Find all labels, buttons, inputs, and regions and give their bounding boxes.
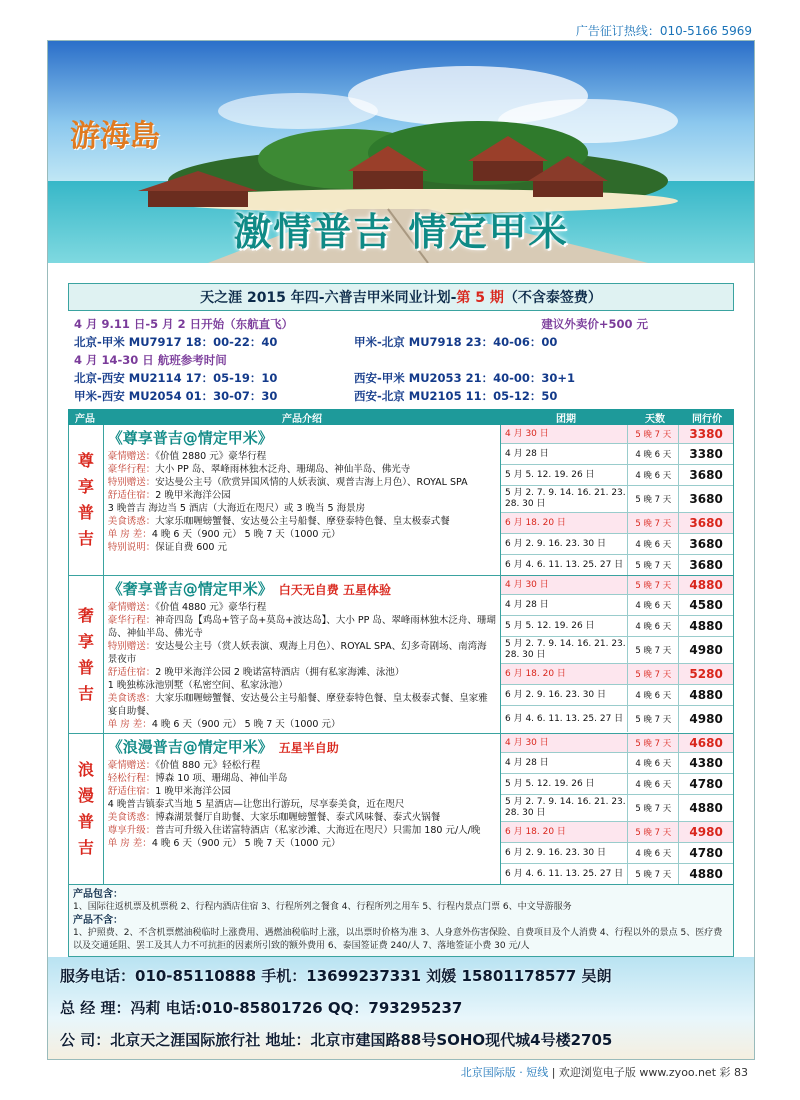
- intro-line: 单 房 差：4 晚 6 天（900 元） 5 晚 7 天（1000 元）: [107, 838, 341, 849]
- schedule-grid: [501, 425, 733, 575]
- intro-line: 特别赠送：安达曼公主号（欣赏异国风情的人妖表演、观普吉海上月色）、ROYAL SPA: [107, 477, 468, 488]
- table-row: [501, 595, 733, 616]
- intro-line: 豪情赠送：《价值 880 元》轻松行程: [107, 760, 261, 771]
- departure-date: 5 月 5. 12. 19. 26 日: [501, 774, 628, 794]
- product-name: 浪 漫 普 吉: [69, 734, 104, 884]
- departure-date: 5 月 2. 7. 9. 14. 16. 21. 23. 28. 30 日: [501, 486, 628, 512]
- ad-hotline: 广告征订热线：010-5166 5969: [575, 24, 752, 38]
- table-row: [501, 822, 733, 843]
- product-section: [68, 425, 734, 576]
- table-row: [501, 795, 733, 822]
- slogan: 激情普吉 情定甲米: [233, 210, 569, 254]
- duration: 5 晚 7 天: [628, 795, 679, 821]
- intro-line: 舒适住宿：2 晚甲米海洋公园: [107, 490, 231, 501]
- departure-date: 5 月 2. 7. 9. 14. 16. 21. 23. 28. 30 日: [501, 795, 628, 821]
- price: 3680: [689, 516, 723, 530]
- product-intro: [104, 425, 501, 575]
- duration: 5 晚 7 天: [628, 555, 679, 575]
- table-header: 产品 产品介绍 团期 天数 同行价: [68, 409, 734, 425]
- table-row: [501, 753, 733, 774]
- duration: 4 晚 6 天: [628, 774, 679, 794]
- price: 4580: [689, 598, 723, 612]
- table-row: [501, 774, 733, 795]
- table-row: [501, 637, 733, 664]
- schedule-grid: [501, 576, 733, 733]
- table-row: [501, 706, 733, 732]
- intro-line: 美食诱惑：博森湖景餐厅自助餐、大家乐咖喱螃蟹餐、泰式风味餐、泰式火锅餐: [107, 812, 441, 823]
- departure-date: 6 月 2. 9. 16. 23. 30 日: [501, 534, 628, 554]
- contact-phone: 服务电话：010-85110888 手机：13699237331 刘媛 15801178577 吴朗: [60, 967, 612, 985]
- duration: 4 晚 6 天: [628, 616, 679, 636]
- flight-info: 4 月 9.11 日-5 月 2 日开始（东航直飞） 建议外卖价+500 元 北京-甲米 MU7917 18：00-22：40 甲米-北京 MU7918 23：40-06：00 4 月 14-30 日 航班参考时间 北京-西安 MU2114 17：05-19：10 西安-甲米 MU2053 21：40-00：30+1 甲米-西安 MU2054 01：30-07：30 西安-北京 MU2105 11：05-12：50: [74, 317, 648, 403]
- duration: 4 晚 6 天: [628, 685, 679, 705]
- page-footer: 北京国际版 · 短线 | 欢迎浏览电子版 www.zyoo.net 彩 83: [460, 1066, 748, 1079]
- product-section: [68, 576, 734, 734]
- departure-date: 6 月 18. 20 日: [501, 822, 628, 842]
- departure-date: 6 月 4. 6. 11. 13. 25. 27 日: [501, 864, 628, 884]
- price: 5280: [689, 667, 723, 681]
- intro-line: 豪华行程：神奇四岛【鸡岛+管子岛+莫岛+波达岛】、大小 PP 岛、翠峰雨林独木泛舟、珊瑚岛、神仙半岛、佛光寺: [107, 615, 496, 639]
- duration: 5 晚 7 天: [628, 576, 679, 594]
- departure-date: 4 月 30 日: [501, 425, 628, 443]
- intro-line: 豪情赠送：《价值 2880 元》豪华行程: [107, 451, 267, 462]
- intro-line: 4 晚普吉镇泰式当地 5 星酒店—让您出行游玩，尽享泰美食，近在咫尺: [107, 799, 405, 810]
- price: 4680: [689, 736, 723, 750]
- departure-date: 6 月 2. 9. 16. 23. 30 日: [501, 685, 628, 705]
- departure-date: 4 月 28 日: [501, 595, 628, 615]
- duration: 4 晚 6 天: [628, 753, 679, 773]
- duration: 4 晚 6 天: [628, 534, 679, 554]
- duration: 5 晚 7 天: [628, 664, 679, 684]
- hero-banner: [48, 41, 754, 263]
- table-row: [501, 465, 733, 486]
- issue-number: 第 5 期: [456, 290, 504, 306]
- contact-footer: [48, 957, 754, 1059]
- intro-line: 特别说明：保证自费 600 元: [107, 542, 227, 553]
- price: 4780: [689, 777, 723, 791]
- price: 4980: [689, 712, 723, 726]
- table-row: [501, 534, 733, 555]
- table-row: [501, 486, 733, 513]
- table-row: [501, 843, 733, 864]
- intro-line: 舒适住宿：2 晚甲米海洋公园 2 晚诺富特酒店（拥有私家海滩、泳池）: [107, 667, 405, 678]
- table-row: [501, 734, 733, 753]
- price: 3680: [689, 492, 723, 506]
- product-title: 《奢享普吉@情定甲米》 白天无自费 五星体验: [107, 580, 391, 598]
- duration: 5 晚 7 天: [628, 864, 679, 884]
- table-row: [501, 685, 733, 706]
- product-sections: [68, 425, 734, 885]
- intro-line: 轻松行程：博森 10 项、珊瑚岛、神仙半岛: [107, 773, 288, 784]
- contact-company: 公 司：北京天之涯国际旅行社 地址：北京市建国路88号SOHO现代城4号楼2705: [60, 1031, 613, 1049]
- duration: 4 晚 6 天: [628, 595, 679, 615]
- price: 4380: [689, 756, 723, 770]
- product-name: 尊 享 普 吉: [69, 425, 104, 575]
- departure-date: 6 月 18. 20 日: [501, 664, 628, 684]
- departure-date: 4 月 28 日: [501, 444, 628, 464]
- duration: 4 晚 6 天: [628, 465, 679, 485]
- duration: 5 晚 7 天: [628, 706, 679, 732]
- duration: 5 晚 7 天: [628, 734, 679, 752]
- top-bar: [0, 0, 800, 40]
- schedule-grid: [501, 734, 733, 884]
- price: 3680: [689, 558, 723, 572]
- product-title: 《尊享普吉@情定甲米》: [107, 429, 273, 447]
- table-row: [501, 576, 733, 595]
- intro-line: 单 房 差：4 晚 6 天（900 元） 5 晚 7 天（1000 元）: [107, 719, 341, 730]
- departure-date: 5 月 5. 12. 19. 26 日: [501, 465, 628, 485]
- price: 4880: [689, 867, 723, 881]
- departure-date: 4 月 30 日: [501, 734, 628, 752]
- departure-date: 6 月 2. 9. 16. 23. 30 日: [501, 843, 628, 863]
- intro-line: 豪情赠送：《价值 4880 元》豪华行程: [107, 602, 267, 613]
- departure-date: 6 月 4. 6. 11. 13. 25. 27 日: [501, 706, 628, 732]
- price: 4780: [689, 846, 723, 860]
- price: 4980: [689, 825, 723, 839]
- intro-line: 3 晚普吉 海边当 5 酒店（大海近在咫尺）或 3 晚当 5 海景房: [107, 503, 366, 514]
- product-name: 奢 享 普 吉: [69, 576, 104, 733]
- departure-date: 6 月 4. 6. 11. 13. 25. 27 日: [501, 555, 628, 575]
- departure-date: 4 月 28 日: [501, 753, 628, 773]
- table-row: [501, 444, 733, 465]
- intro-line: 豪华行程：大小 PP 岛、翠峰雨林独木泛舟、珊瑚岛、神仙半岛、佛光寺: [107, 464, 411, 475]
- product-section: [68, 734, 734, 885]
- contact-manager: 总 经 理：冯莉 电话:010-85801726 QQ：793295237: [60, 999, 463, 1017]
- product-title: 《浪漫普吉@情定甲米》 五星半自助: [107, 738, 339, 756]
- intro-line: 美食诱惑：大家乐咖喱螃蟹餐、安达曼公主号船餐、摩登泰特色餐、皇太极泰式餐: [107, 516, 450, 527]
- duration: 5 晚 7 天: [628, 822, 679, 842]
- price: 4880: [689, 619, 723, 633]
- intro-line: 特别赠送：安达曼公主号（赏人妖表演、观海上月色）、ROYAL SPA、幻多奇剧场、南湾海景夜市: [107, 641, 487, 665]
- table-row: [501, 616, 733, 637]
- product-intro: [104, 734, 501, 884]
- notes: 产品包含： 1、国际往返机票及机票税 2、行程内酒店住宿 3、行程所列之餐食 4、行程所列之用车 5、行程内景点门票 6、中文导游服务 产品不含： 1、护照费、2、不含机票燃油税临时上涨费用、遇燃油税临时上涨，以出票时价格为准 3、人身意外伤害保险、自费项目及个人消费 4、行程以外的景点 5、医疗费以及交通延阻、罢工及其人力不可抗拒的因素所引致的额外费用 6、泰国签证费 240/人 7、落地签证小费 30 元/人: [68, 885, 734, 957]
- price: 3380: [689, 447, 723, 461]
- price: 4880: [689, 578, 723, 592]
- price: 4880: [689, 688, 723, 702]
- table-row: [501, 513, 733, 534]
- price: 3380: [689, 427, 723, 441]
- intro-line: 尊享升级：普吉可升级入住诺富特酒店（私家沙滩、大海近在咫尺）只需加 180 元/人/晚: [107, 825, 481, 836]
- price: 4880: [689, 801, 723, 815]
- intro-line: 单 房 差：4 晚 6 天（900 元） 5 晚 7 天（1000 元）: [107, 529, 341, 540]
- duration: 5 晚 7 天: [628, 486, 679, 512]
- duration: 5 晚 7 天: [628, 637, 679, 663]
- product-intro: [104, 576, 501, 733]
- table-row: [501, 425, 733, 444]
- departure-date: 5 月 2. 7. 9. 14. 16. 21. 23. 28. 30 日: [501, 637, 628, 663]
- intro-line: 美食诱惑：大家乐咖喱螃蟹餐、安达曼公主号船餐、摩登泰特色餐、皇太极泰式餐、皇家雅宴自助餐、: [107, 693, 488, 717]
- duration: 4 晚 6 天: [628, 444, 679, 464]
- itinerary-table: [68, 283, 734, 957]
- plan-title: 天之涯 2015 年四-六普吉甲米同业计划- 第 5 期 （不含泰签费）: [68, 283, 734, 311]
- table-row: [501, 864, 733, 884]
- duration: 5 晚 7 天: [628, 425, 679, 443]
- flyer: [47, 40, 755, 1060]
- intro-line: 1 晚独栋泳池别墅（私密空间、私家泳池）: [107, 680, 288, 691]
- intro-line: 舒适住宿：1 晚甲米海洋公园: [107, 786, 231, 797]
- duration: 4 晚 6 天: [628, 843, 679, 863]
- price: 4980: [689, 643, 723, 657]
- table-row: [501, 555, 733, 575]
- logo: 游海島: [70, 119, 160, 154]
- price: 3680: [689, 537, 723, 551]
- departure-date: 4 月 30 日: [501, 576, 628, 594]
- suggested-price: 建议外卖价+500 元: [541, 317, 648, 331]
- departure-date: 5 月 5. 12. 19. 26 日: [501, 616, 628, 636]
- duration: 5 晚 7 天: [628, 513, 679, 533]
- table-row: [501, 664, 733, 685]
- departure-date: 6 月 18. 20 日: [501, 513, 628, 533]
- price: 3680: [689, 468, 723, 482]
